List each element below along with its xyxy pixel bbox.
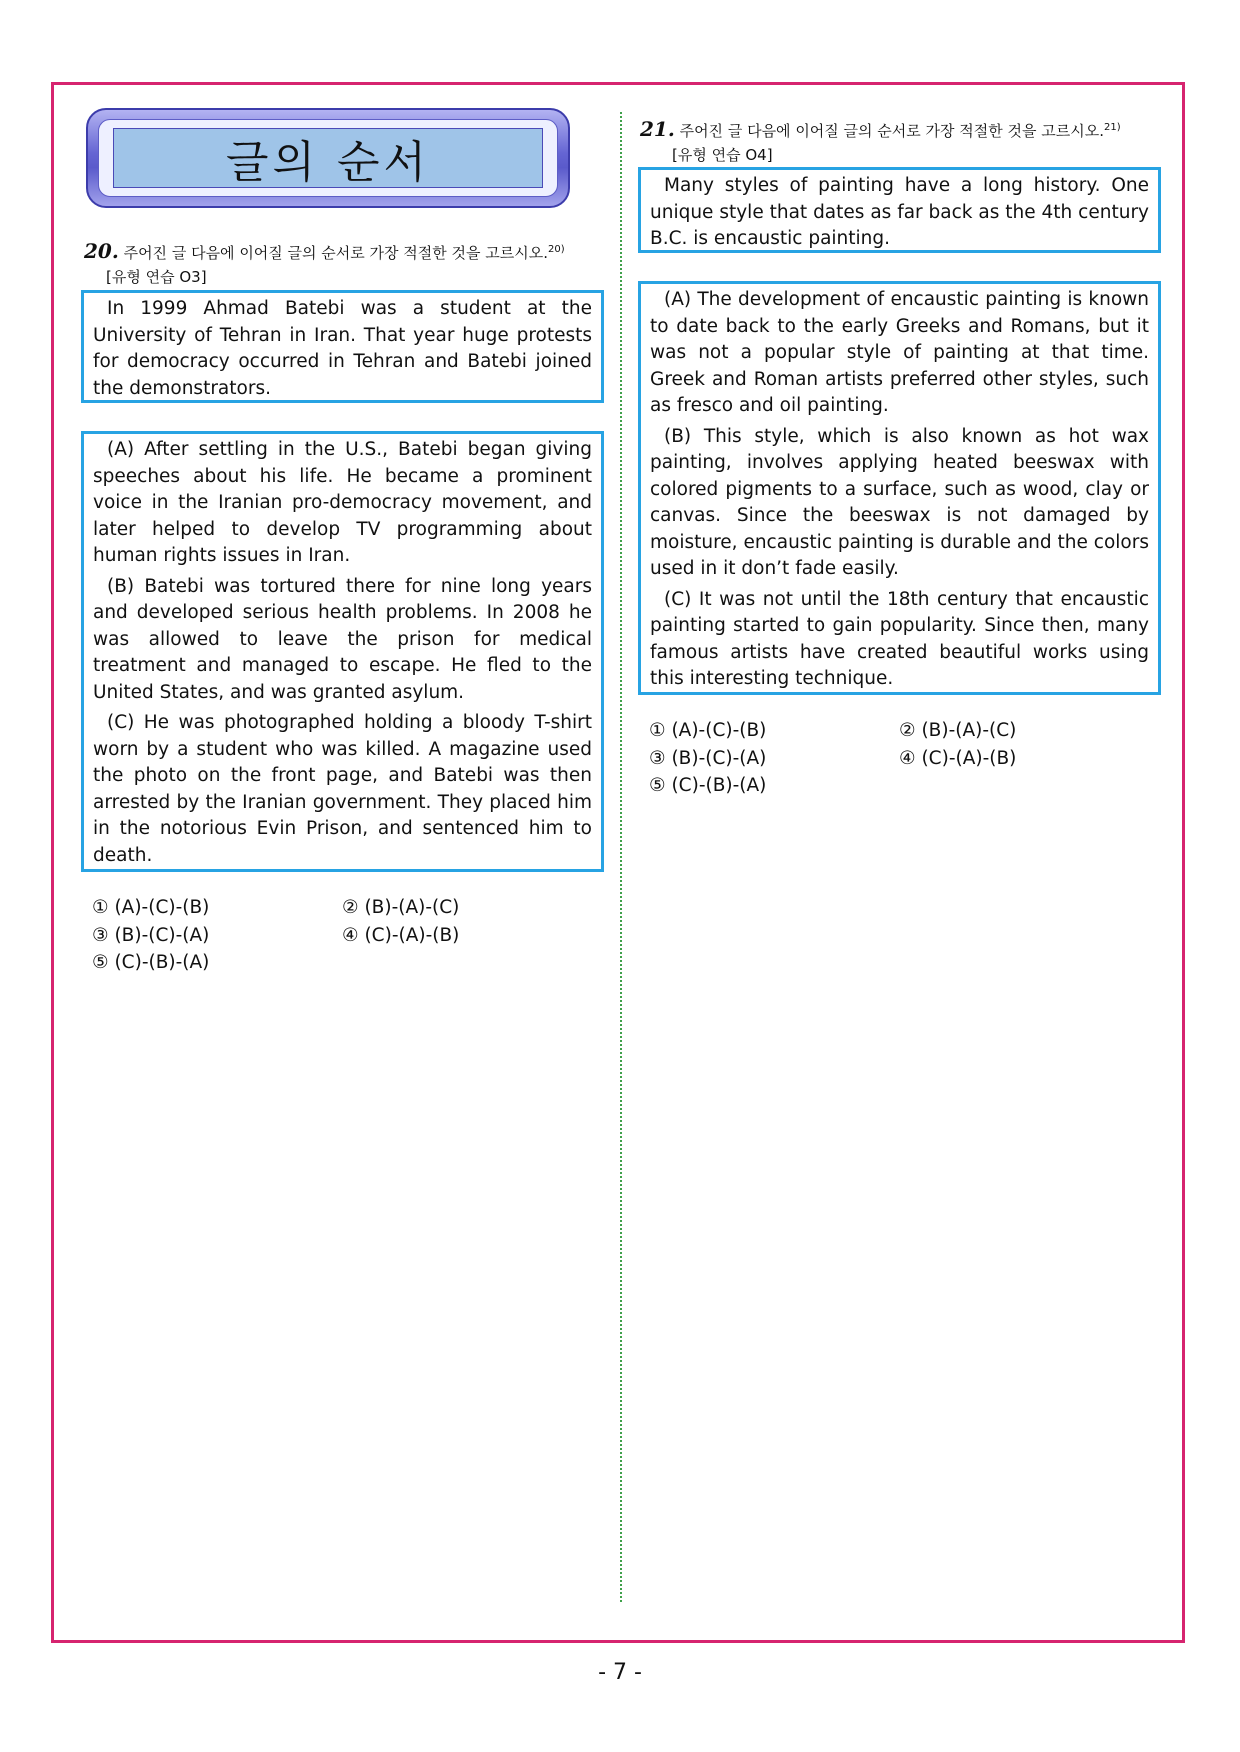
question-20-paragraphs-box <box>81 431 604 872</box>
question-21-paragraph-a: (A) The development of encaustic painting is known to date back to the early Greeks and Romans, but it was not a popular style of painting at that time. Greek and Roman artists preferred other styles, such as fresco and oil painting. <box>650 289 1149 416</box>
question-20-source: [유형 연습 O3] <box>106 268 207 286</box>
column-divider <box>620 112 622 1602</box>
question-21-paragraph-b: (B) This style, which is also known as hot wax painting, involves applying heated beeswax with colored pigments to a surface, such as wood, clay or canvas. Since the beeswax is not damaged by moisture, encaustic painting is durable and the colors used in it don’t fade easily. <box>650 425 1149 579</box>
question-21-given-text: Many styles of painting have a long history. One unique style that dates as far back as the 4th century B.C. is encaustic painting. <box>650 175 1149 249</box>
question-21-number: 21. <box>640 117 675 141</box>
question-20-option-5[interactable]: ⑤ (C)-(B)-(A) <box>92 952 210 973</box>
question-21-option-4[interactable]: ④ (C)-(A)-(B) <box>899 747 1017 769</box>
question-21-option-1[interactable]: ① (A)-(C)-(B) <box>649 720 767 741</box>
question-21-header <box>640 118 1180 141</box>
page-number: - 7 - <box>598 1660 642 1685</box>
question-20-paragraph-a: (A) After settling in the U.S., Batebi began giving speeches about his life. He became a prominent voice in the Iranian pro-democracy movement, and later helped to develop TV programming about human rights issues in Iran. <box>93 439 592 566</box>
question-20-instruction: 주어진 글 다음에 이어질 글의 순서로 가장 적절한 것을 고르시오. <box>123 244 549 262</box>
section-title: 글의 순서 <box>225 137 430 188</box>
question-21-paragraphs-box <box>638 281 1161 695</box>
question-20-number: 20. <box>84 239 119 263</box>
question-20-option-1[interactable]: ① (A)-(C)-(B) <box>92 897 210 918</box>
question-21-paragraph-c: (C) It was not until the 18th century that encaustic painting started to gain popularity. Since then, many famous artists have created beautiful works using this interesting technique. <box>650 588 1149 689</box>
question-21-option-5[interactable]: ⑤ (C)-(B)-(A) <box>649 775 767 796</box>
question-21-given-box <box>638 167 1161 253</box>
question-20-option-3[interactable]: ③ (B)-(C)-(A) <box>92 924 210 946</box>
question-21-option-3[interactable]: ③ (B)-(C)-(A) <box>649 747 767 769</box>
question-21-options <box>649 717 1149 800</box>
question-21-instruction: 주어진 글 다음에 이어질 글의 순서로 가장 적절한 것을 고르시오. <box>679 122 1105 140</box>
question-21-footnote: 21) <box>1104 122 1121 133</box>
question-20-option-4[interactable]: ④ (C)-(A)-(B) <box>342 924 460 946</box>
question-20-options <box>92 894 592 977</box>
question-20-header <box>84 240 604 263</box>
question-20-paragraph-b: (B) Batebi was tortured there for nine long years and developed serious health problems. In 2008 he was allowed to leave the prison for medical treatment and managed to escape. He fled to the United States, and was granted asylum. <box>93 575 592 703</box>
question-20-option-2[interactable]: ② (B)-(A)-(C) <box>342 897 460 918</box>
question-21-source: [유형 연습 O4] <box>672 146 773 164</box>
title-panel <box>113 128 543 188</box>
question-20-footnote: 20) <box>548 244 565 255</box>
question-20-given-box <box>81 290 604 403</box>
question-20-given-text: In 1999 Ahmad Batebi was a student at the University of Tehran in Iran. That year huge protests for democracy occurred in Tehran and Batebi joined the demonstrators. <box>93 298 592 399</box>
question-20-paragraph-c: (C) He was photographed holding a bloody T-shirt worn by a student who was killed. A magazine used the photo on the front page, and Batebi was then arrested by the Iranian government. They placed him in the notorious Evin Prison, and sentenced him to death. <box>93 712 592 866</box>
title-frame <box>98 119 558 197</box>
section-title-badge <box>86 108 570 208</box>
question-21-option-2[interactable]: ② (B)-(A)-(C) <box>899 720 1017 741</box>
